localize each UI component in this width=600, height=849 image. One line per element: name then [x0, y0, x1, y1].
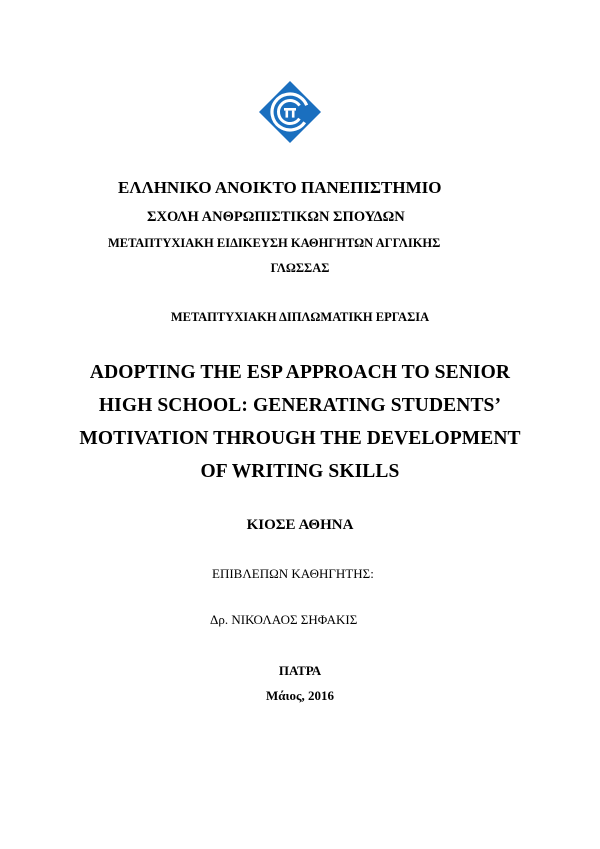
document-type: ΜΕΤΑΠΤΥΧΙΑΚΗ ΔΙΠΛΩΜΑΤΙΚΗ ΕΡΓΑΣΙΑ: [170, 310, 430, 324]
thesis-title: [0, 356, 600, 488]
thesis-title-line: OF WRITING SKILLS: [200, 461, 400, 482]
thesis-title-line: ADOPTING THE ESP APPROACH TO SENIOR: [89, 362, 511, 383]
school-name: ΣΧΟΛΗ ΑΝΘΡΩΠΙΣΤΙΚΩΝ ΣΠΟΥΔΩΝ: [147, 209, 405, 225]
city: ΠΑΤΡΑ: [278, 663, 322, 678]
supervisor-name: Δρ. ΝΙΚΟΛΑΟΣ ΣΗΦΑΚΙΣ: [210, 612, 358, 627]
thesis-title-line: MOTIVATION THROUGH THE DEVELOPMENT: [79, 428, 521, 449]
programme-line-2: ΓΛΩΣΣΑΣ: [270, 261, 330, 275]
university-name: ΕΛΛΗΝΙΚΟ ΑΝΟΙΚΤΟ ΠΑΝΕΠΙΣΤΗΜΙΟ: [118, 178, 442, 197]
author-name: ΚΙΟΣΕ ΑΘΗΝΑ: [246, 517, 354, 533]
date: Μάιος, 2016: [265, 688, 335, 703]
programme-line-1: ΜΕΤΑΠΤΥΧΙΑΚΗ ΕΙΔΙΚΕΥΣΗ ΚΑΘΗΓΗΤΩΝ ΑΓΓΛΙΚΗΣ: [108, 236, 441, 250]
thesis-title-line: HIGH SCHOOL: GENERATING STUDENTS’: [98, 395, 502, 416]
supervisor-label: ΕΠΙΒΛΕΠΩΝ ΚΑΘΗΓΗΤΗΣ:: [212, 566, 374, 581]
university-logo-icon: [258, 80, 322, 144]
